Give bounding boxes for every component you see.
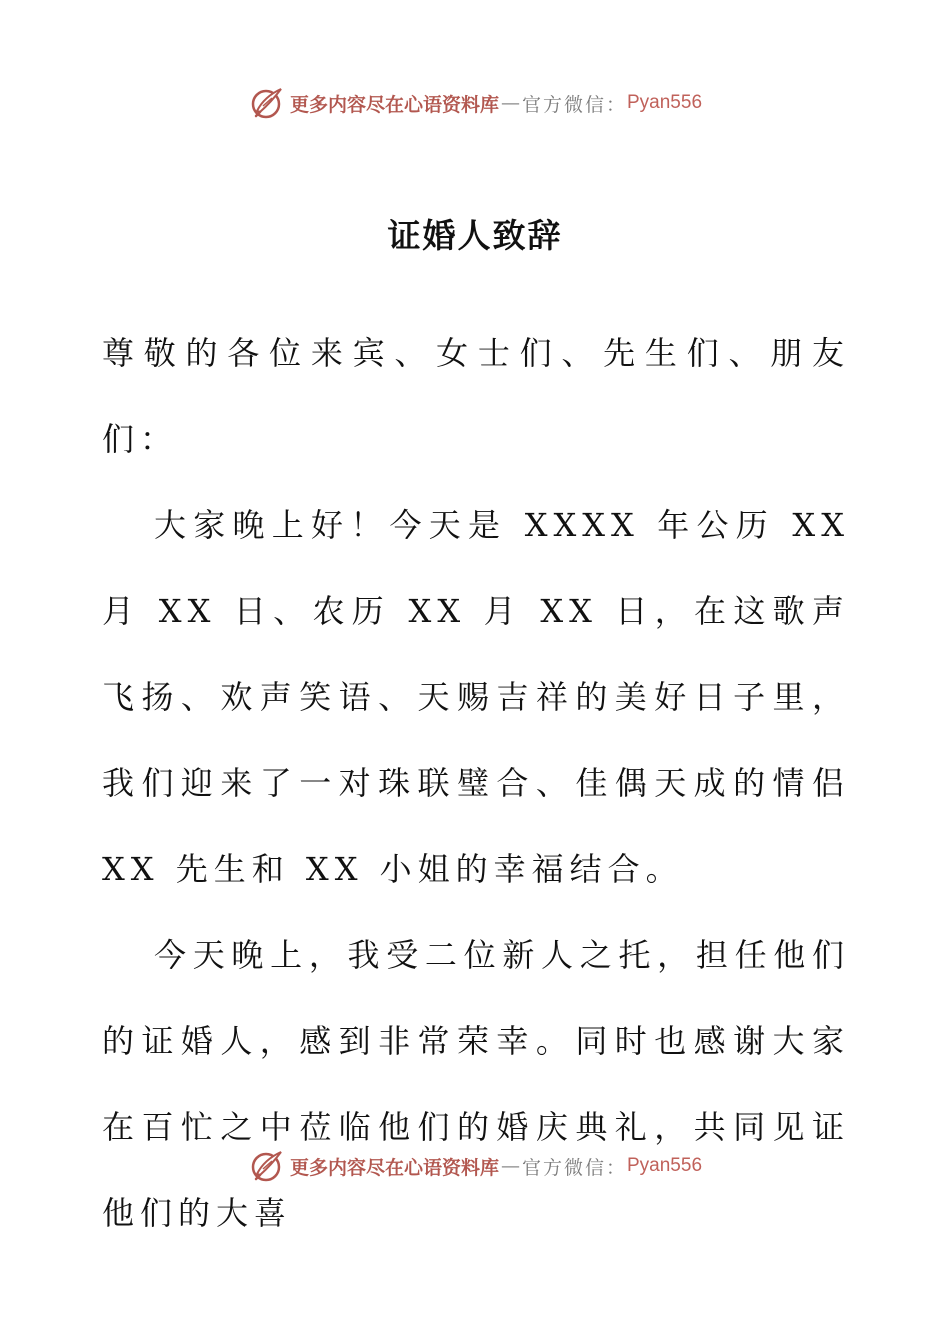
paragraph: 大家晚上好！今天是 XXXX 年公历 XX 月 XX 日、农历 XX 月 XX 日，在这歌声飞扬、欢声笑语、天赐吉祥的美好日子里，我们迎来了一对珠联璧合、佳偶天成的情侣 XX 先生和 XX 小姐的幸福结合。 <box>102 506 850 888</box>
header-watermark <box>0 83 950 123</box>
watermark-label: 官方微信： <box>521 1156 627 1179</box>
watermark-wechat-id: Pyan556 <box>627 1155 703 1176</box>
quill-logo-icon <box>248 1148 284 1184</box>
document-body <box>102 310 850 1256</box>
watermark-dash: — <box>500 92 520 114</box>
salutation: 尊敬的各位来宾、女士们、先生们、朋友们： <box>102 334 850 458</box>
watermark-label: 官方微信： <box>521 93 627 116</box>
paragraph: 今天晚上，我受二位新人之托，担任他们的证婚人，感到非常荣幸。同时也感谢大家在百忙之中莅临他们的婚庆典礼，共同见证他们的大喜 <box>102 936 850 1232</box>
footer-watermark <box>0 1146 950 1186</box>
watermark-dash: — <box>500 1155 520 1177</box>
watermark-site: 更多内容尽在心语资料库 <box>289 1156 499 1179</box>
watermark-wechat-id: Pyan556 <box>627 92 703 113</box>
document-title: 证婚人致辞 <box>387 216 563 255</box>
watermark-site: 更多内容尽在心语资料库 <box>289 93 499 116</box>
quill-logo-icon <box>248 85 284 121</box>
